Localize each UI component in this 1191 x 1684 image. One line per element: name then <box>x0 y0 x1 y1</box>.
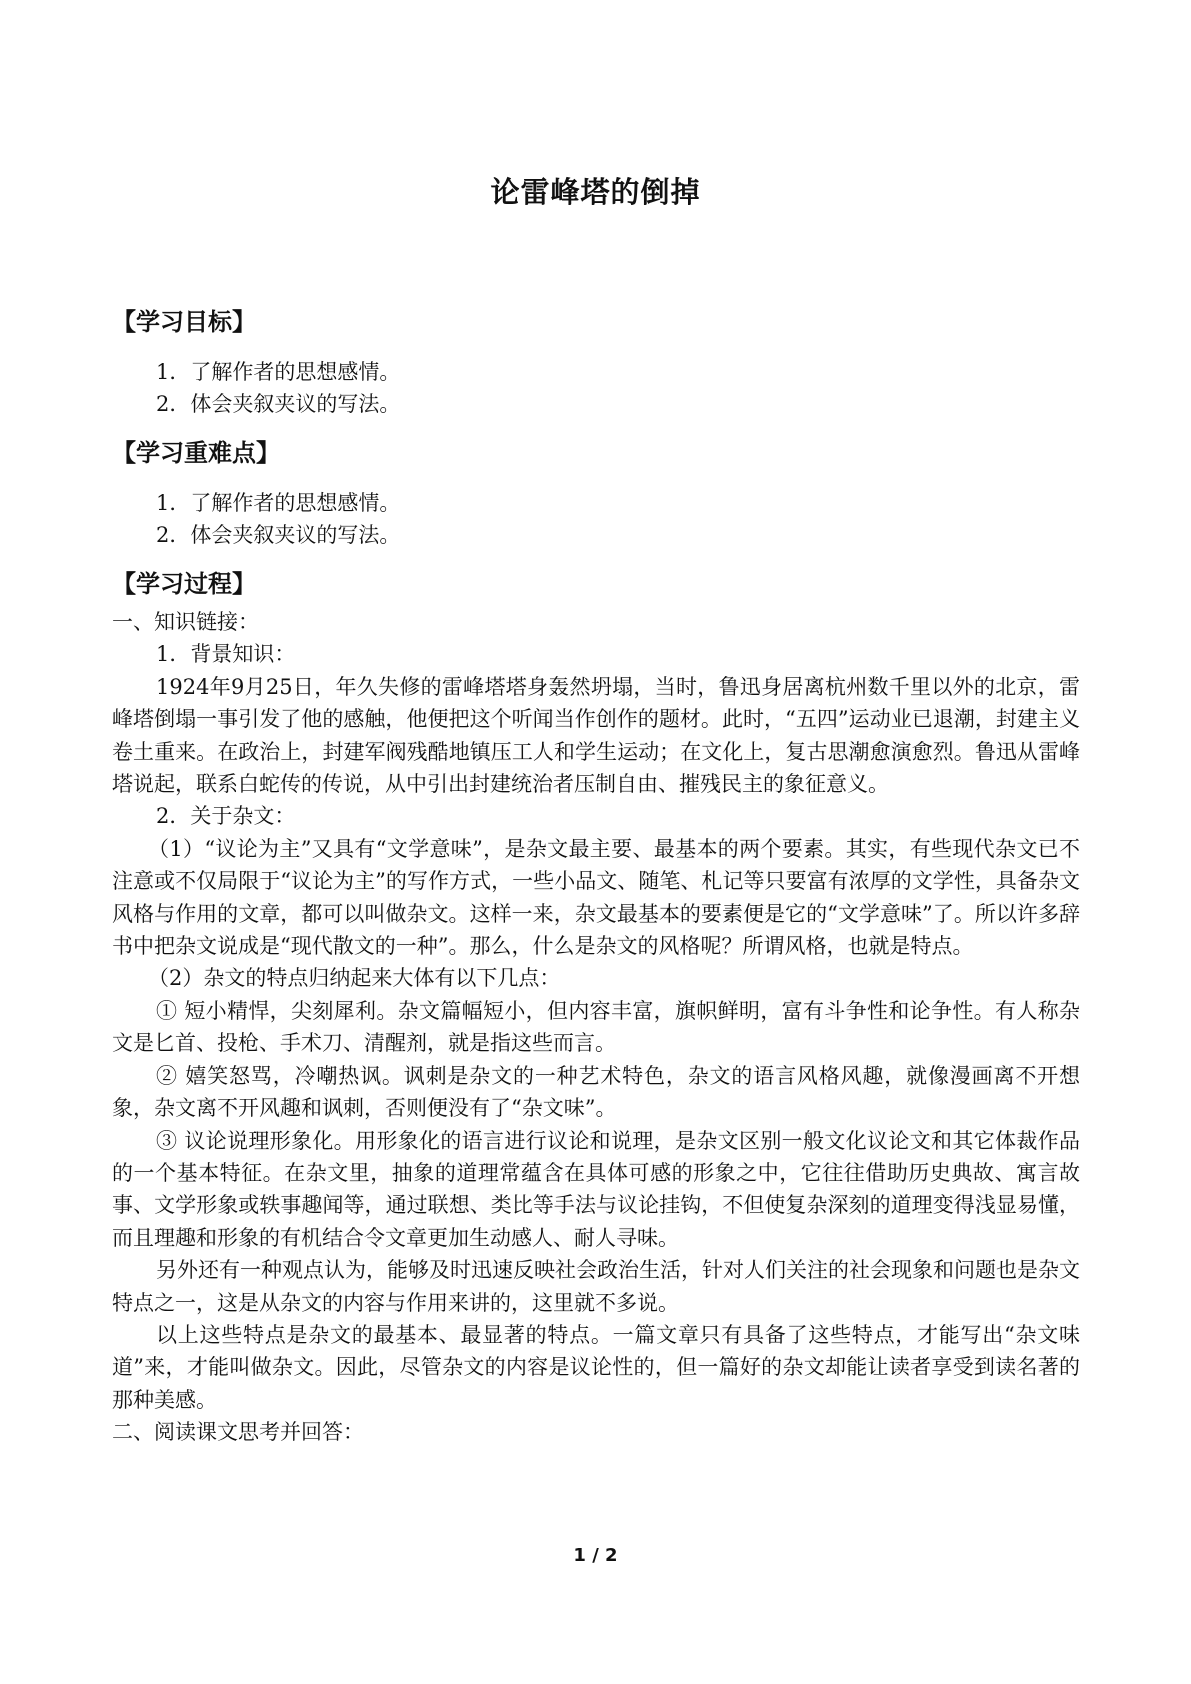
section-heading-objectives: 【学习目标】 <box>112 308 256 336</box>
sub-heading-zawen: 2．关于杂文： <box>156 804 296 829</box>
paragraph-feature-2: ② 嬉笑怒骂，冷嘲热讽。讽刺是杂文的一种艺术特色，杂文的语言风格风趣，就像漫画离不开想象，杂文离不开风趣和讽刺，否则便没有了“杂文味”。 <box>112 1063 1080 1121</box>
paragraph-feature-1: ① 短小精悍，尖刻犀利。杂文篇幅短小，但内容丰富，旗帜鲜明，富有斗争性和论争性。有人称杂文是匕首、投枪、手术刀、清醒剂，就是指这些而言。 <box>112 998 1080 1056</box>
paragraph-feature-3: ③ 议论说理形象化。用形象化的语言进行议论和说理，是杂文区别一般文化议论文和其它体裁作品的一个基本特征。在杂文里，抽象的道理常蕴含在具体可感的形象之中，它往往借助历史典故、寓言故事、文学形象或轶事趣闻等，通过联想、类比等手法与议论挂钩，不但使复杂深刻的道理变得浅显易懂，而且理趣和形象的有机结合令文章更加生动感人、耐人寻味。 <box>112 1128 1080 1250</box>
part-heading-reading: 二、阅读课文思考并回答： <box>112 1420 364 1445</box>
key-point-item: 2．体会夹叙夹议的写法。 <box>156 523 401 547</box>
paragraph-summary: 以上这些特点是杂文的最基本、最显著的特点。一篇文章只有具备了这些特点，才能写出“杂文味道”来，才能叫做杂文。因此，尽管杂文的内容是议论性的，但一篇好的杂文却能让读者享受到读名著的那种美感。 <box>112 1322 1080 1412</box>
objective-item: 2．体会夹叙夹议的写法。 <box>156 392 401 416</box>
page-number: 1 / 2 <box>573 1545 618 1566</box>
part-heading-knowledge: 一、知识链接： <box>112 610 259 634</box>
paragraph-other: 另外还有一种观点认为，能够及时迅速反映社会政治生活，针对人们关注的社会现象和问题也是杂文特点之一，这是从杂文的内容与作用来讲的，这里就不多说。 <box>112 1258 1080 1315</box>
key-point-item: 1．了解作者的思想感情。 <box>156 491 401 515</box>
section-heading-key-points: 【学习重难点】 <box>112 439 280 467</box>
paragraph-background: 1924年9月25日，年久失修的雷峰塔塔身轰然坍塌，当时，鲁迅身居离杭州数千里以外的北京，雷峰塔倒塌一事引发了他的感触，他便把这个听闻当作创作的题材。此时，“五四”运动业已退潮，封建主义卷土重来。在政治上，封建军阀残酷地镇压工人和学生运动；在文化上，复古思潮愈演愈烈。鲁迅从雷峰塔说起，联系白蛇传的传说，从中引出封建统治者压制自由、摧残民主的象征意义。 <box>112 674 1080 797</box>
document-title: 论雷峰塔的倒掉 <box>490 175 701 209</box>
paragraph-zawen-2: （2）杂文的特点归纳起来大体有以下几点： <box>148 966 561 991</box>
paragraph-zawen-1: （1）“议论为主”又具有“文学意味”，是杂文最主要、最基本的两个要素。其实，有些现代杂文已不注意或不仅局限于“议论为主”的写作方式，一些小品文、随笔、札记等只要富有浓厚的文学性，具备杂文风格与作用的文章，都可以叫做杂文。这样一来，杂文最基本的要素便是它的“文学意味”了。所以许多辞书中把杂文说成是“现代散文的一种”。那么，什么是杂文的风格呢？所谓风格，也就是特点。 <box>112 836 1080 959</box>
section-heading-process: 【学习过程】 <box>112 570 256 598</box>
objective-item: 1．了解作者的思想感情。 <box>156 360 401 384</box>
sub-heading-background: 1．背景知识： <box>156 642 296 667</box>
document-body <box>112 300 1080 1449</box>
